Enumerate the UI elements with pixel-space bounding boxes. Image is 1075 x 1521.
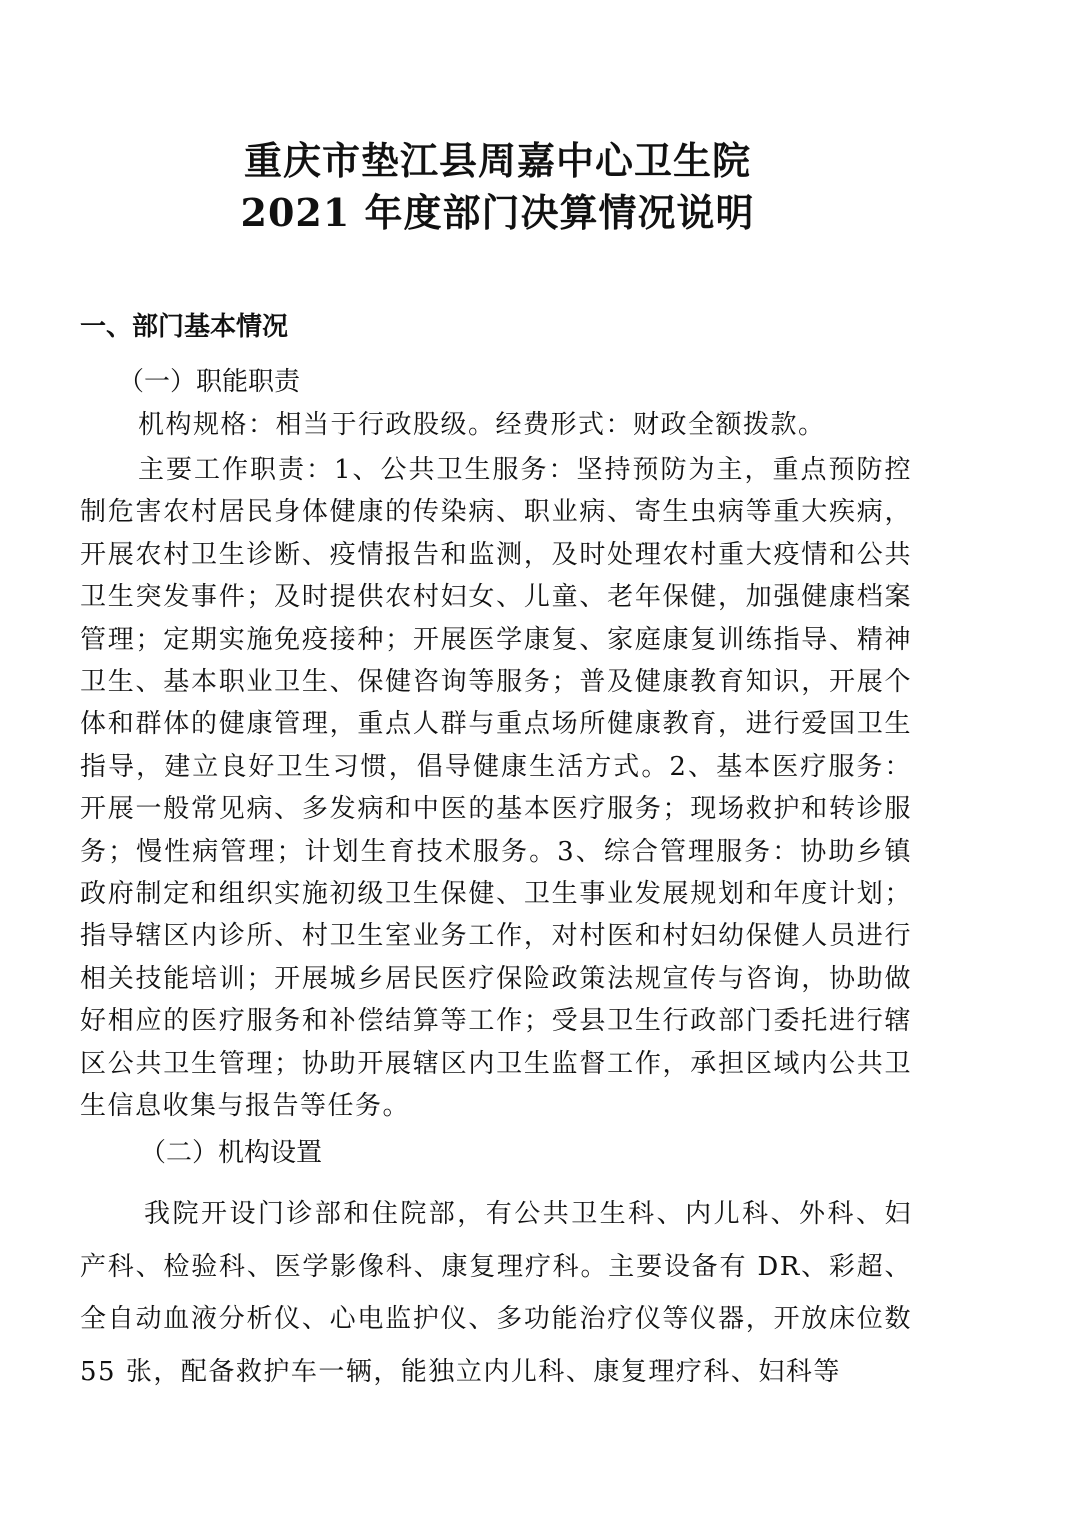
paragraph-main-duties: 主要工作职责：1、公共卫生服务：坚持预防为主，重点预防控制危害农村居民身体健康的传染病、职业病、寄生虫病等重大疾病，开展农村卫生诊断、疫情报告和监测，及时处理农村重大疫情和公共卫生突发事件；及时提供农村妇女、儿童、老年保健，加强健康档案管理；定期实施免疫接种；开展医学康复、家庭康复训练指导、精神卫生、基本职业卫生、保健咨询等服务；普及健康教育知识，开展个体和群体的健康管理，重点人群与重点场所健康教育，进行爱国卫生指导，建立良好卫生习惯，倡导健康生活方式。2、基本医疗服务：开展一般常见病、多发病和中医的基本医疗服务；现场救护和转诊服务；慢性病管理；计划生育技术服务。3、综合管理服务：协助乡镇政府制定和组织实施初级卫生保健、卫生事业发展规划和年度计划；指导辖区内诊所、村卫生室业务工作，对村医和村妇幼保健人员进行相关技能培训；开展城乡居民医疗保险政策法规宣传与咨询，协助做好相应的医疗服务和补偿结算等工作；受县卫生行政部门委托进行辖区公共卫生管理；协助开展辖区内卫生监督工作，承担区域内公共卫生信息收集与报告等任务。 <box>80 455 912 1122</box>
subsection-heading-duties: （一）职能职责 <box>118 367 301 397</box>
document-title-line2: 2021 年度部门决算情况说明 <box>240 190 755 235</box>
section-heading-basic-info: 一、部门基本情况 <box>80 312 289 342</box>
paragraph-organization-setup: 我院开设门诊部和住院部，有公共卫生科、内儿科、外科、妇产科、检验科、医学影像科、康复理疗科。主要设备有 DR、彩超、全自动血液分析仪、心电监护仪、多功能治疗仪等仪器，开放床位数 55 张，配备救护车一辆，能独立内儿科、康复理疗科、妇科等 <box>80 1199 912 1387</box>
document-title-line1: 重庆市垫江县周嘉中心卫生院 <box>243 138 751 183</box>
subsection-heading-organization: （二）机构设置 <box>140 1138 323 1168</box>
paragraph-org-spec: 机构规格：相当于行政股级。经费形式：财政全额拨款。 <box>138 410 826 440</box>
